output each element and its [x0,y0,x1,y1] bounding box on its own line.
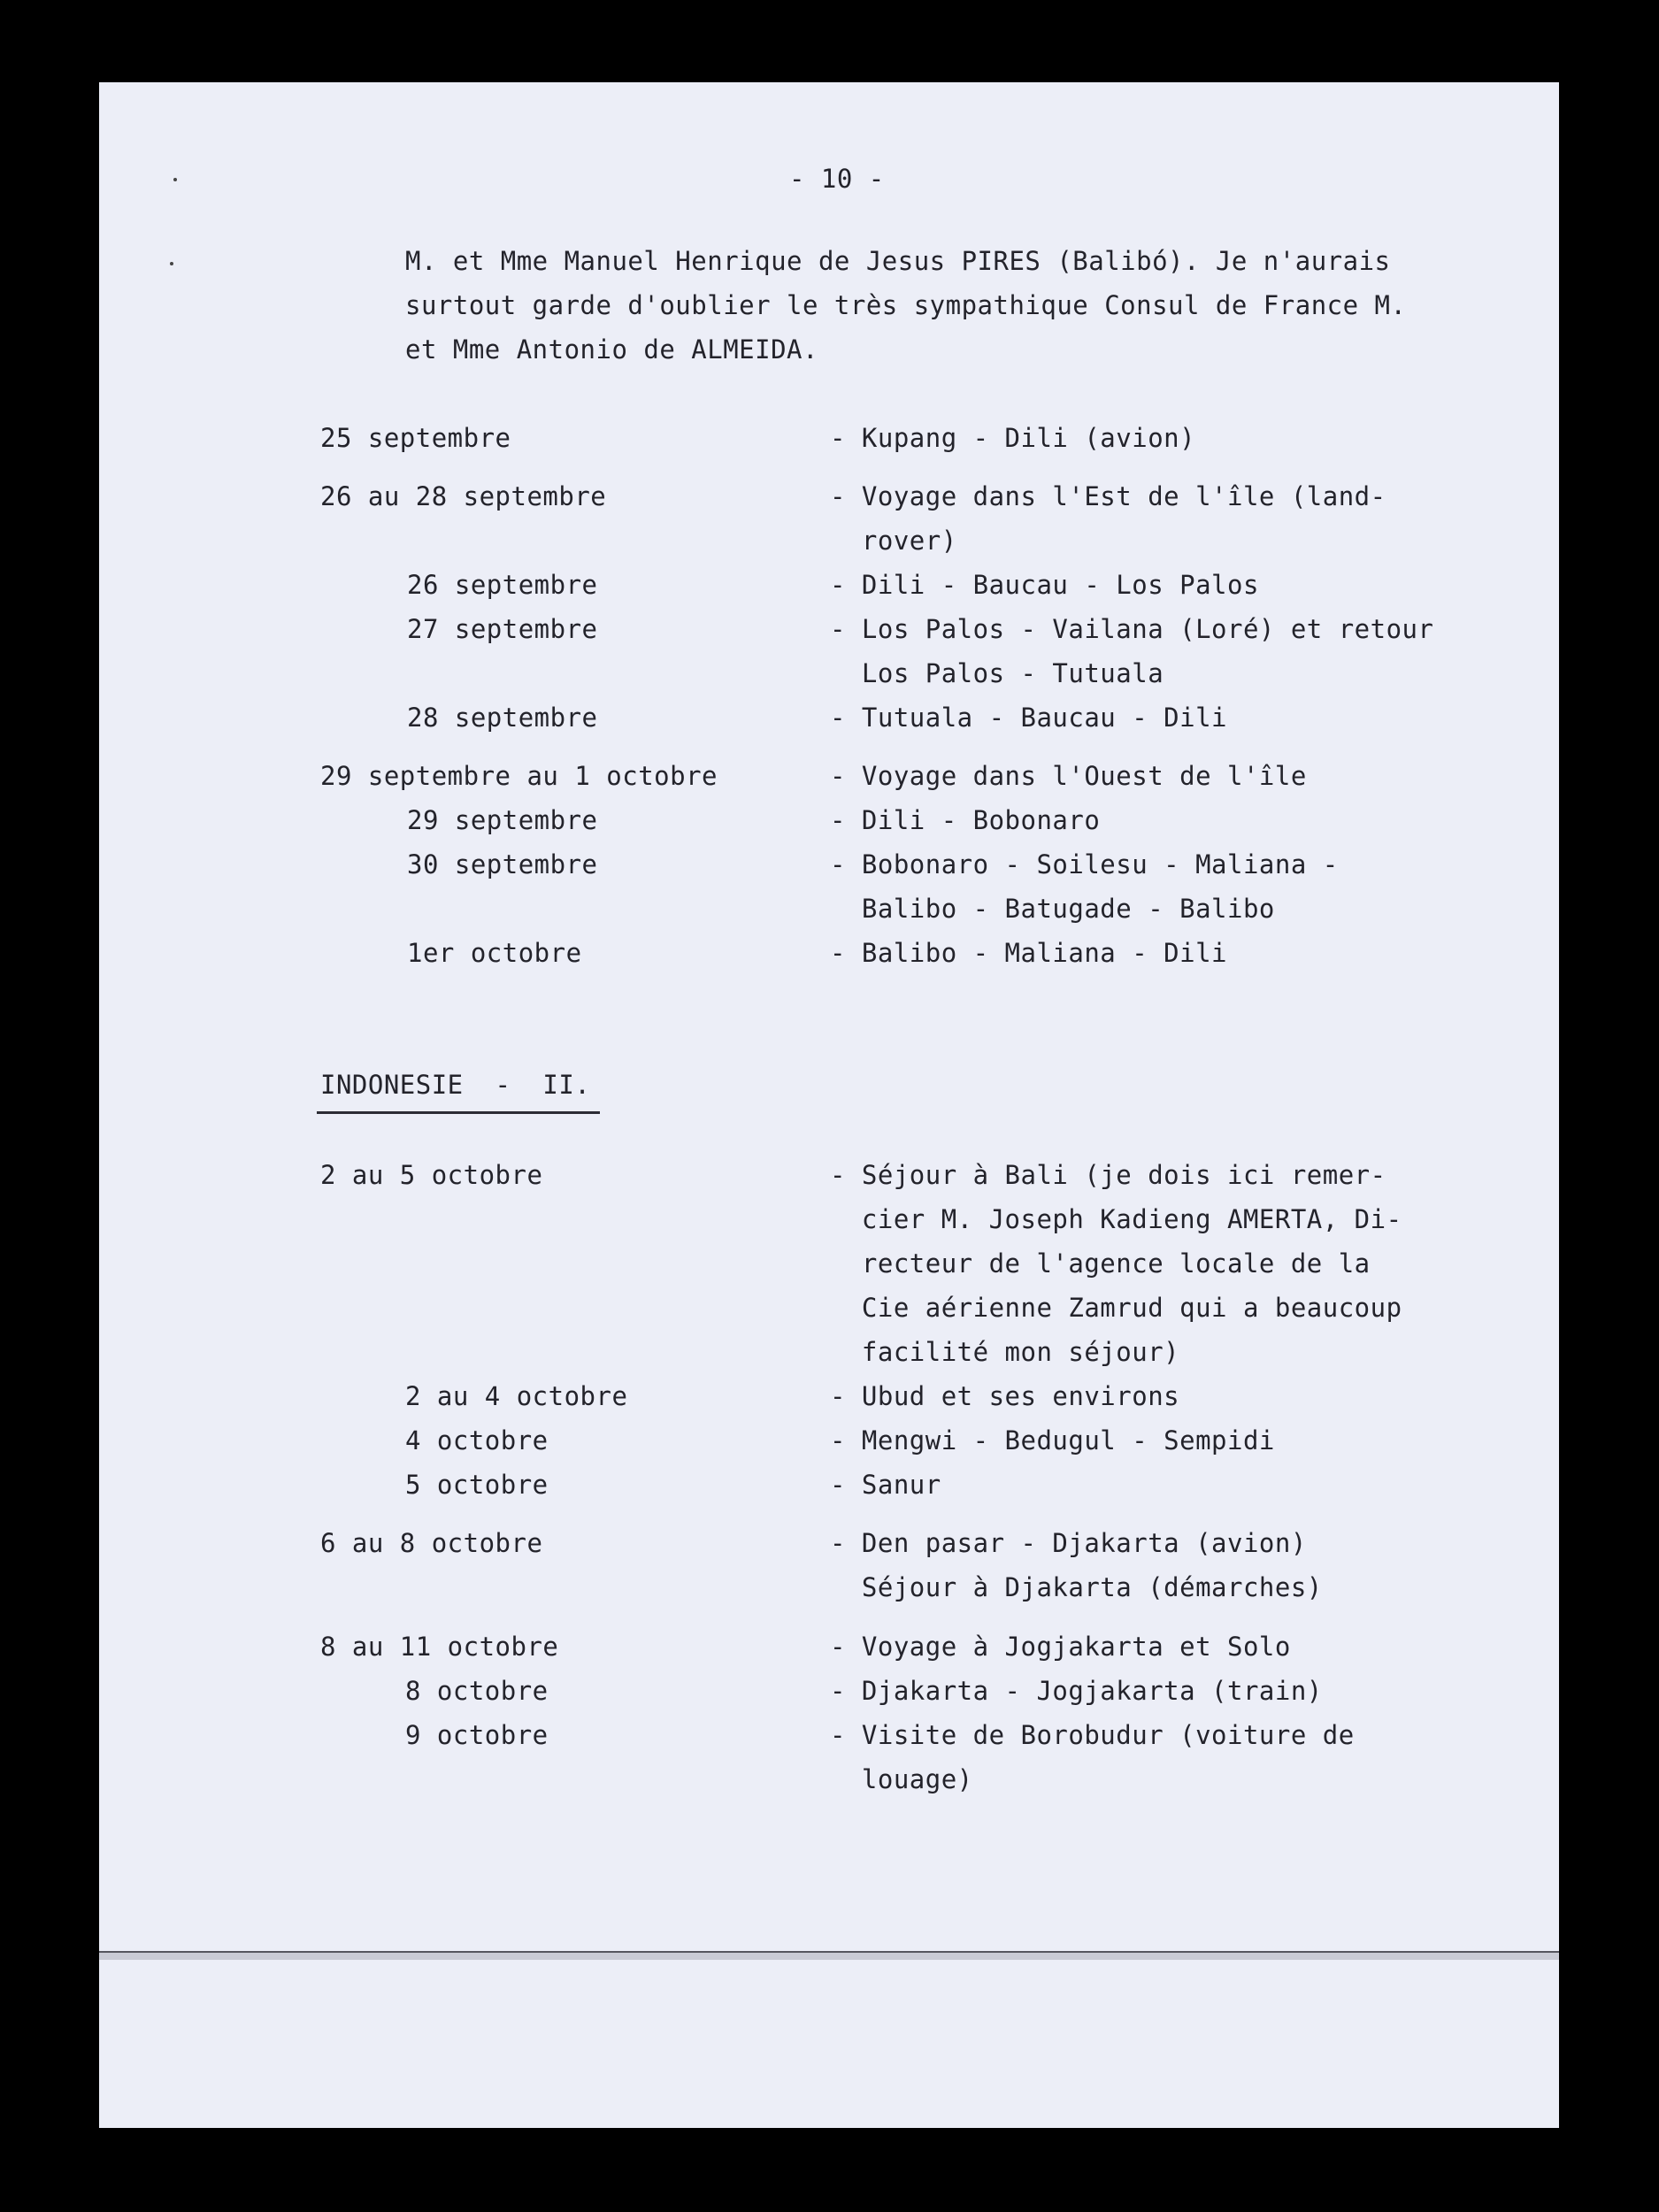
itinerary-detail: facilité mon séjour) [830,1337,1180,1367]
page-fold-shadow [99,1953,1559,1960]
itinerary-detail: recteur de l'agence locale de la [830,1248,1371,1279]
itinerary-date: 27 septembre [407,614,598,644]
itinerary-date: 8 octobre [405,1676,549,1706]
itinerary-detail: Cie aérienne Zamrud qui a beaucoup [830,1293,1402,1323]
itinerary-detail: - Tutuala - Baucau - Dili [830,703,1227,733]
itinerary-date: 29 septembre [407,805,598,835]
itinerary-detail: - Dili - Bobonaro [830,805,1101,835]
itinerary-detail: - Kupang - Dili (avion) [830,423,1196,453]
margin-speck [173,178,177,181]
itinerary-detail: Balibo - Batugade - Balibo [830,894,1275,924]
itinerary-detail: louage) [830,1764,973,1794]
itinerary-detail: - Mengwi - Bedugul - Sempidi [830,1425,1275,1455]
heading-underline [317,1111,600,1114]
itinerary-detail: - Visite de Borobudur (voiture de [830,1720,1355,1750]
itinerary-detail: - Voyage à Jogjakarta et Solo [830,1632,1291,1662]
itinerary-date: 26 septembre [407,570,598,600]
itinerary-date: 25 septembre [320,423,511,453]
itinerary-date: 4 octobre [405,1425,549,1455]
itinerary-detail: - Sanur [830,1470,941,1500]
itinerary-date: 6 au 8 octobre [320,1528,543,1558]
document-page [99,82,1559,2128]
intro-line: surtout garde d'oublier le très sympathique Consul de France M. [405,290,1407,320]
itinerary-detail: - Dili - Baucau - Los Palos [830,570,1259,600]
itinerary-detail: - Bobonaro - Soilesu - Maliana - [830,849,1339,879]
itinerary-date: 9 octobre [405,1720,549,1750]
itinerary-date: 26 au 28 septembre [320,481,607,511]
itinerary-detail: - Ubud et ses environs [830,1381,1180,1411]
intro-line: M. et Mme Manuel Henrique de Jesus PIRES (Balibó). Je n'aurais [405,246,1391,276]
itinerary-date: 2 au 5 octobre [320,1160,543,1190]
itinerary-detail: Séjour à Djakarta (démarches) [830,1572,1323,1602]
itinerary-detail: Los Palos - Tutuala [830,658,1164,688]
itinerary-date: 30 septembre [407,849,598,879]
itinerary-detail: cier M. Joseph Kadieng AMERTA, Di- [830,1204,1402,1234]
itinerary-date: 1er octobre [407,938,582,968]
itinerary-detail: - Séjour à Bali (je dois ici remer- [830,1160,1386,1190]
itinerary-date: 8 au 11 octobre [320,1632,559,1662]
intro-line: et Mme Antonio de ALMEIDA. [405,334,818,365]
itinerary-date: 28 septembre [407,703,598,733]
itinerary-detail: - Voyage dans l'Est de l'île (land- [830,481,1386,511]
itinerary-date: 29 septembre au 1 octobre [320,761,718,791]
itinerary-detail: - Balibo - Maliana - Dili [830,938,1227,968]
itinerary-date: 5 octobre [405,1470,549,1500]
itinerary-detail: rover) [830,526,957,556]
page-number: - 10 - [789,164,885,194]
itinerary-detail: - Los Palos - Vailana (Loré) et retour [830,614,1434,644]
section-heading: INDONESIE - II. [320,1070,591,1100]
itinerary-detail: - Voyage dans l'Ouest de l'île [830,761,1307,791]
margin-speck [170,262,173,265]
itinerary-date: 2 au 4 octobre [405,1381,628,1411]
itinerary-detail: - Djakarta - Jogjakarta (train) [830,1676,1323,1706]
itinerary-detail: - Den pasar - Djakarta (avion) [830,1528,1307,1558]
